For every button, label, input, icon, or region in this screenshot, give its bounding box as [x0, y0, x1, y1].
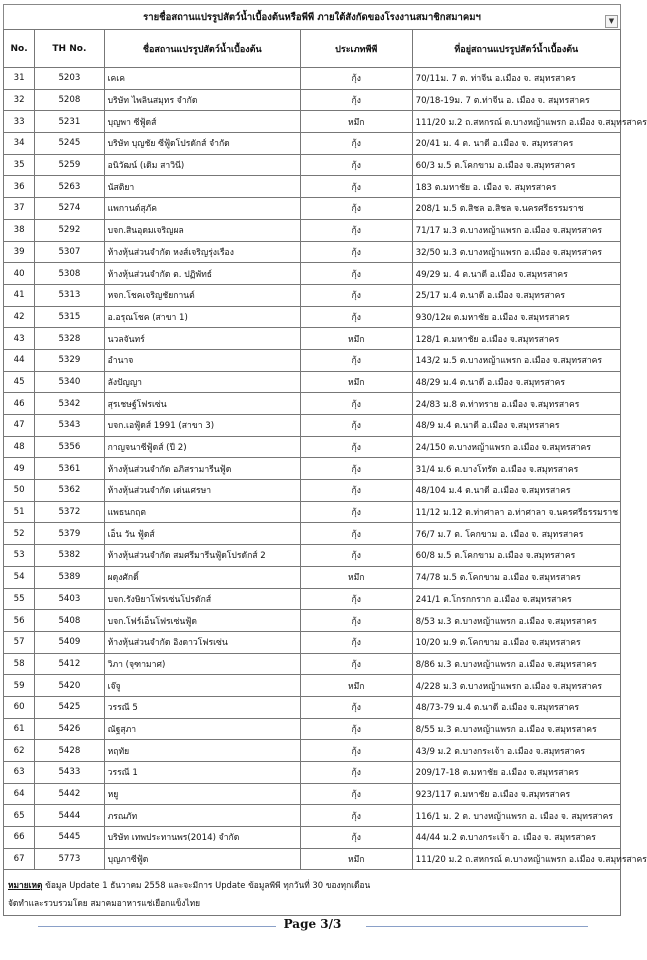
row-type: กุ้ง [300, 545, 412, 567]
row-type: หมึก [300, 111, 412, 133]
table-row [4, 566, 621, 588]
row-th-no: 5343 [35, 415, 104, 437]
header-address: ที่อยู่สถานแปรรูปสัตว์น้ำเบื้องต้น [412, 30, 620, 68]
row-address: 930/12ผ ต.มหาชัย อ.เมือง จ.สมุทรสาคร [412, 306, 620, 328]
row-name: บจก.เอฟู้ดส์ 1991 (สาขา 3) [104, 415, 300, 437]
row-no: 35 [4, 154, 35, 176]
row-name: บริษัท เทพประทานพร(2014) จำกัด [104, 827, 300, 849]
row-address: 11/12 ม.12 ต.ท่าศาลา อ.ท่าศาลา จ.นครศรีธรรมราช [412, 501, 620, 523]
row-name: หจก.โชคเจริญชัยกานต์ [104, 284, 300, 306]
row-type: หมึก [300, 675, 412, 697]
row-type: กุ้ง [300, 588, 412, 610]
table-row [4, 501, 621, 523]
row-th-no: 5403 [35, 588, 104, 610]
table-row [4, 631, 621, 653]
table-row [4, 415, 621, 437]
table-row [4, 848, 621, 870]
row-no: 39 [4, 241, 35, 263]
row-address: 44/44 ม.2 ต.บางกระเจ้า อ. เมือง จ. สมุทรสาคร [412, 827, 620, 849]
row-type: กุ้ง [300, 133, 412, 155]
table-row [4, 219, 621, 241]
row-th-no: 5361 [35, 458, 104, 480]
row-no: 31 [4, 68, 35, 90]
header-type: ประเภทพีพี [300, 30, 412, 68]
row-no: 50 [4, 480, 35, 502]
row-no: 44 [4, 349, 35, 371]
row-type: กุ้ง [300, 718, 412, 740]
row-address: 48/29 ม.4 ต.นาดี อ.เมือง จ.สมุทรสาคร [412, 371, 620, 393]
note-label: หมายเหตุ [8, 880, 43, 891]
row-th-no: 5231 [35, 111, 104, 133]
table-row [4, 740, 621, 762]
row-no: 46 [4, 393, 35, 415]
row-name: ห้างหุ้นส่วนจำกัด อภิสรามารีนฟู้ด [104, 458, 300, 480]
row-th-no: 5208 [35, 89, 104, 111]
row-name: บุญภาซีฟู้ด [104, 848, 300, 870]
note-line [8, 876, 616, 894]
row-th-no: 5445 [35, 827, 104, 849]
row-name: บุญพา ซีฟู้ดส์ [104, 111, 300, 133]
row-type: หมึก [300, 848, 412, 870]
row-name: เอ็น วัน ฟู้ดส์ [104, 523, 300, 545]
row-address: 143/2 ม.5 ต.บางหญ้าแพรก อ.เมือง จ.สมุทรสาคร [412, 349, 620, 371]
row-th-no: 5315 [35, 306, 104, 328]
row-type: กุ้ง [300, 631, 412, 653]
table-row [4, 263, 621, 285]
pp-table [3, 29, 647, 870]
row-type: กุ้ง [300, 154, 412, 176]
row-address: 48/73-79 ม.4 ต.นาดี อ.เมือง จ.สมุทรสาคร [412, 696, 620, 718]
row-th-no: 5425 [35, 696, 104, 718]
row-type: กุ้ง [300, 762, 412, 784]
chevron-down-icon: ▼ [608, 17, 615, 25]
row-address: 128/1 ต.มหาชัย อ.เมือง จ.สมุทรสาคร [412, 328, 620, 350]
row-address: 60/3 ม.5 ต.โคกขาม อ.เมือง จ.สมุทรสาคร [412, 154, 620, 176]
row-name: ห้างหุ้นส่วนจำกัด ต. ปฏิพัทธ์ [104, 263, 300, 285]
row-type: กุ้ง [300, 415, 412, 437]
table-row [4, 284, 621, 306]
row-type: กุ้ง [300, 653, 412, 675]
row-type: กุ้ง [300, 827, 412, 849]
row-address: 8/55 ม.3 ต.บางหญ้าแพรก อ.เมือง จ.สมุทรสาคร [412, 718, 620, 740]
row-type: หมึก [300, 328, 412, 350]
header-name: ชื่อสถานแปรรูปสัตว์น้ำเบื้องต้น [104, 30, 300, 68]
row-no: 36 [4, 176, 35, 198]
row-th-no: 5329 [35, 349, 104, 371]
row-th-no: 5420 [35, 675, 104, 697]
row-address: 183 ต.มหาชัย อ. เมือง จ. สมุทรสาคร [412, 176, 620, 198]
table-row [4, 827, 621, 849]
row-address: 209/17-18 ต.มหาชัย อ.เมือง จ.สมุทรสาคร [412, 762, 620, 784]
row-th-no: 5372 [35, 501, 104, 523]
row-th-no: 5773 [35, 848, 104, 870]
row-name: วรรณี 1 [104, 762, 300, 784]
row-th-no: 5203 [35, 68, 104, 90]
row-th-no: 5379 [35, 523, 104, 545]
row-no: 64 [4, 783, 35, 805]
row-name: ห้างหุ้นส่วนจำกัด เด่นเศรษา [104, 480, 300, 502]
table-row [4, 545, 621, 567]
row-name: นวลจันทร์ [104, 328, 300, 350]
table-row [4, 68, 621, 90]
row-name: เจ๊จู [104, 675, 300, 697]
row-type: กุ้ง [300, 436, 412, 458]
note-text: ข้อมูล Update 1 ธันวาคม 2558 และจะมีการ Update ข้อมูลพีพี ทุกวันที่ 30 ของทุกเดือน [42, 880, 371, 891]
row-address: 24/150 ต.บางหญ้าแพรก อ.เมือง จ.สมุทรสาคร [412, 436, 620, 458]
row-no: 67 [4, 848, 35, 870]
row-name: วิภา (จุฑามาศ) [104, 653, 300, 675]
row-th-no: 5245 [35, 133, 104, 155]
row-no: 45 [4, 371, 35, 393]
table-row [4, 393, 621, 415]
row-name: ห้างหุ้นส่วนจำกัด อิงดาวโฟรเซ่น [104, 631, 300, 653]
row-th-no: 5356 [35, 436, 104, 458]
row-th-no: 5444 [35, 805, 104, 827]
table-row [4, 762, 621, 784]
row-th-no: 5274 [35, 198, 104, 220]
row-name: ภรณภัท [104, 805, 300, 827]
table-row [4, 89, 621, 111]
row-no: 56 [4, 610, 35, 632]
row-name: หฤทัย [104, 740, 300, 762]
row-name: ห้างหุ้นส่วนจำกัด สมศรีมารีนฟู้ดโปรดักส์ 2 [104, 545, 300, 567]
table-row [4, 436, 621, 458]
row-th-no: 5412 [35, 653, 104, 675]
row-name: สุรเชษฐ์โฟรเซ่น [104, 393, 300, 415]
row-type: กุ้ง [300, 783, 412, 805]
row-no: 47 [4, 415, 35, 437]
row-no: 42 [4, 306, 35, 328]
row-name: วรรณี 5 [104, 696, 300, 718]
row-th-no: 5428 [35, 740, 104, 762]
row-th-no: 5426 [35, 718, 104, 740]
row-address: 241/1 ต.โกรกกราก อ.เมือง จ.สมุทรสาคร [412, 588, 620, 610]
row-th-no: 5328 [35, 328, 104, 350]
row-address: 43/9 ม.2 ต.บางกระเจ้า อ.เมือง จ.สมุทรสาคร [412, 740, 620, 762]
row-address: 32/50 ม.3 ต.บางหญ้าแพรก อ.เมือง จ.สมุทรสาคร [412, 241, 620, 263]
row-type: กุ้ง [300, 198, 412, 220]
table-row [4, 111, 621, 133]
table-row [4, 241, 621, 263]
header-no: No. [4, 30, 35, 68]
row-name: กาญจนาซีฟู้ดส์ (ปี 2) [104, 436, 300, 458]
row-address: 111/20 ม.2 ถ.สหกรณ์ ต.บางหญ้าแพรก อ.เมือง จ.สมุทรสาคร [412, 848, 620, 870]
row-name: แพธนกฤต [104, 501, 300, 523]
table-row [4, 718, 621, 740]
row-name: บจก.โฟร์เอ็นโฟรเซ่นฟู้ด [104, 610, 300, 632]
row-name: เคเค [104, 68, 300, 90]
row-type: กุ้ง [300, 393, 412, 415]
row-type: กุ้ง [300, 740, 412, 762]
row-name: แพกานต์สุภัค [104, 198, 300, 220]
table-row [4, 306, 621, 328]
row-name: อนิวัฒน์ (เดิม สาวินี) [104, 154, 300, 176]
row-address: 76/7 ม.7 ต. โคกขาม อ. เมือง จ. สมุทรสาคร [412, 523, 620, 545]
row-th-no: 5382 [35, 545, 104, 567]
row-address: 60/8 ม.5 ต.โคกขาม อ.เมือง จ.สมุทรสาคร [412, 545, 620, 567]
row-th-no: 5362 [35, 480, 104, 502]
row-address: 48/104 ม.4 ต.นาดี อ.เมือง จ.สมุทรสาคร [412, 480, 620, 502]
row-th-no: 5409 [35, 631, 104, 653]
row-name: อ.อรุณโชค (สาขา 1) [104, 306, 300, 328]
row-address: 49/29 ม. 4 ต.นาดี อ.เมือง จ.สมุทรสาคร [412, 263, 620, 285]
table-row [4, 133, 621, 155]
row-name: ห้างหุ้นส่วนจำกัด หงส์เจริญรุ่งเรือง [104, 241, 300, 263]
row-name: ลังปัญญา [104, 371, 300, 393]
document-title: รายชื่อสถานแปรรูปสัตว์น้ำเบื้องต้นหรือพีพี ภายใต้สังกัดของโรงงานสมาชิกสมาคมฯ [143, 11, 481, 23]
row-no: 38 [4, 219, 35, 241]
row-no: 52 [4, 523, 35, 545]
row-th-no: 5263 [35, 176, 104, 198]
row-type: กุ้ง [300, 241, 412, 263]
row-address: 116/1 ม. 2 ต. บางหญ้าแพรก อ. เมือง จ. สมุทรสาคร [412, 805, 620, 827]
row-th-no: 5313 [35, 284, 104, 306]
table-row [4, 349, 621, 371]
table-row [4, 805, 621, 827]
credit-line: จัดทำและรวบรวมโดย สมาคมอาหารแช่เยือกแข็งไทย [8, 898, 201, 909]
row-type: กุ้ง [300, 176, 412, 198]
table-row [4, 783, 621, 805]
row-type: กุ้ง [300, 263, 412, 285]
row-name: บจก.สินอุดมเจริญผล [104, 219, 300, 241]
row-no: 59 [4, 675, 35, 697]
row-th-no: 5307 [35, 241, 104, 263]
row-th-no: 5292 [35, 219, 104, 241]
row-type: กุ้ง [300, 458, 412, 480]
row-address: 71/17 ม.3 ต.บางหญ้าแพรก อ.เมือง จ.สมุทรสาคร [412, 219, 620, 241]
row-no: 60 [4, 696, 35, 718]
row-address: 74/78 ม.5 ต.โคกขาม อ.เมือง จ.สมุทรสาคร [412, 566, 620, 588]
row-th-no: 5340 [35, 371, 104, 393]
page-number: Page 3/3 [276, 917, 350, 931]
row-type: กุ้ง [300, 523, 412, 545]
row-address: 70/18-19ม. 7 ต.ท่าจีน อ. เมือง จ. สมุทรสาคร [412, 89, 620, 111]
table-row [4, 696, 621, 718]
row-no: 33 [4, 111, 35, 133]
filter-dropdown-button[interactable] [605, 15, 618, 28]
row-name: อำนาจ [104, 349, 300, 371]
row-type: กุ้ง [300, 480, 412, 502]
row-address: 31/4 ม.6 ต.บางโทรัด อ.เมือง จ.สมุทรสาคร [412, 458, 620, 480]
row-no: 41 [4, 284, 35, 306]
row-no: 34 [4, 133, 35, 155]
row-address: 24/83 ม.8 ต.ท่าทราย อ.เมือง จ.สมุทรสาคร [412, 393, 620, 415]
table-row [4, 523, 621, 545]
table-row [4, 588, 621, 610]
row-no: 58 [4, 653, 35, 675]
row-type: กุ้ง [300, 805, 412, 827]
table-row [4, 458, 621, 480]
row-th-no: 5259 [35, 154, 104, 176]
row-address: 25/17 ม.4 ต.นาดี อ.เมือง จ.สมุทรสาคร [412, 284, 620, 306]
row-type: กุ้ง [300, 610, 412, 632]
row-name: หยู [104, 783, 300, 805]
header-th-no: TH No. [35, 30, 104, 68]
row-no: 55 [4, 588, 35, 610]
table-row [4, 176, 621, 198]
table-row [4, 328, 621, 350]
row-address: 48/9 ม.4 ต.นาดี อ.เมือง จ.สมุทรสาคร [412, 415, 620, 437]
row-type: กุ้ง [300, 306, 412, 328]
document-sheet [3, 4, 647, 916]
row-name: ณัฐสุภา [104, 718, 300, 740]
table-header-row [4, 30, 621, 68]
row-no: 66 [4, 827, 35, 849]
row-no: 57 [4, 631, 35, 653]
row-no: 61 [4, 718, 35, 740]
row-address: 208/1 ม.5 ต.สิชล อ.สิชล จ.นครศรีธรรมราช [412, 198, 620, 220]
row-address: 8/53 ม.3 ต.บางหญ้าแพรก อ.เมือง จ.สมุทรสาคร [412, 610, 620, 632]
row-address: 10/20 ม.9 ต.โคกขาม อ.เมือง จ.สมุทรสาคร [412, 631, 620, 653]
row-address: 4/228 ม.3 ต.บางหญ้าแพรก อ.เมือง จ.สมุทรสาคร [412, 675, 620, 697]
row-type: กุ้ง [300, 89, 412, 111]
row-address: 923/117 ต.มหาชัย อ.เมือง จ.สมุทรสาคร [412, 783, 620, 805]
row-th-no: 5433 [35, 762, 104, 784]
row-no: 40 [4, 263, 35, 285]
page-footer [0, 908, 625, 944]
row-th-no: 5408 [35, 610, 104, 632]
row-address: 20/41 ม. 4 ต. นาดี อ.เมือง จ. สมุทรสาคร [412, 133, 620, 155]
row-type: กุ้ง [300, 68, 412, 90]
row-type: กุ้ง [300, 696, 412, 718]
row-name: ผดุงศักดิ์ [104, 566, 300, 588]
row-type: กุ้ง [300, 501, 412, 523]
row-no: 37 [4, 198, 35, 220]
row-name: บจก.รังษิยาโฟรเซ่นโปรดักส์ [104, 588, 300, 610]
row-no: 51 [4, 501, 35, 523]
row-th-no: 5389 [35, 566, 104, 588]
row-th-no: 5308 [35, 263, 104, 285]
table-row [4, 198, 621, 220]
row-type: กุ้ง [300, 219, 412, 241]
row-no: 63 [4, 762, 35, 784]
row-type: หมึก [300, 566, 412, 588]
row-no: 62 [4, 740, 35, 762]
table-row [4, 653, 621, 675]
table-row [4, 610, 621, 632]
row-no: 49 [4, 458, 35, 480]
table-row [4, 480, 621, 502]
row-no: 43 [4, 328, 35, 350]
row-no: 48 [4, 436, 35, 458]
row-type: กุ้ง [300, 284, 412, 306]
row-address: 111/20 ม.2 ถ.สหกรณ์ ต.บางหญ้าแพรก อ.เมือง จ.สมุทรสาคร [412, 111, 620, 133]
row-th-no: 5342 [35, 393, 104, 415]
row-name: นัสติยา [104, 176, 300, 198]
row-type: กุ้ง [300, 349, 412, 371]
table-row [4, 675, 621, 697]
row-no: 53 [4, 545, 35, 567]
row-address: 8/86 ม.3 ต.บางหญ้าแพรก อ.เมือง จ.สมุทรสาคร [412, 653, 620, 675]
row-name: บริษัท ไพลินสมุทร จำกัด [104, 89, 300, 111]
row-no: 54 [4, 566, 35, 588]
table-row [4, 371, 621, 393]
row-no: 32 [4, 89, 35, 111]
row-no: 65 [4, 805, 35, 827]
table-row [4, 154, 621, 176]
title-row [3, 4, 621, 29]
row-name: บริษัท บุญชัย ซีฟู้ดโปรดักส์ จำกัด [104, 133, 300, 155]
row-type: หมึก [300, 371, 412, 393]
row-address: 70/11ม. 7 ต. ท่าจีน อ.เมือง จ. สมุทรสาคร [412, 68, 620, 90]
row-th-no: 5442 [35, 783, 104, 805]
